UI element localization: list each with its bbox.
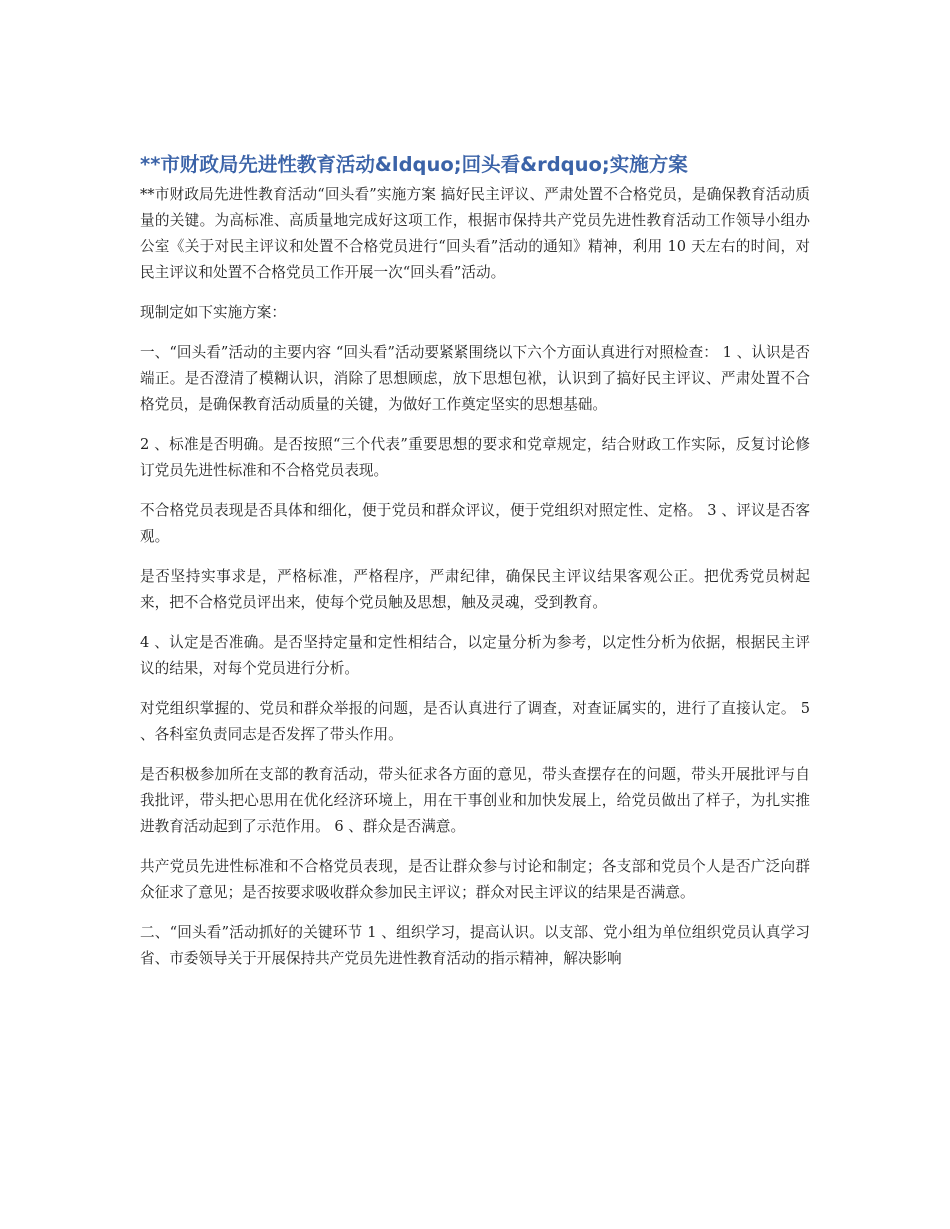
paragraph-item-6-detail: 共产党员先进性标准和不合格党员表现，是否让群众参与讨论和制定；各支部和党员个人是否广泛向群众征求了意见；是否按要求吸收群众参加民主评议；群众对民主评议的结果是否满意。 xyxy=(140,858,810,901)
paragraph-section-2: 二、“回头看”活动抓好的关键环节 1 、组织学习，提高认识。以支部、党小组为单位组织党员认真学习省、市委领导关于开展保持共产党员先进性教育活动的指示精神，解决影响 xyxy=(140,924,810,967)
paragraph-item-3-detail: 是否坚持实事求是，严格标准，严格程序，严肃纪律，确保民主评议结果客观公正。把优秀党员树起来，把不合格党员评出来，使每个党员触及思想，触及灵魂，受到教育。 xyxy=(140,568,810,611)
paragraph-item-5: 对党组织掌握的、党员和群众举报的问题，是否认真进行了调查，对查证属实的，进行了直接认定。 5 、各科室负责同志是否发挥了带头作用。 xyxy=(140,700,810,743)
document-title: **市财政局先进性教育活动&ldquo;回头看&rdquo;实施方案 xyxy=(140,153,688,176)
paragraph-plan-lead: 现制定如下实施方案： xyxy=(140,304,286,321)
paragraph-intro: **市财政局先进性教育活动“回头看”实施方案 搞好民主评议、严肃处置不合格党员，是确保教育活动质量的关键。为高标准、高质量地完成好这项工作，根据市保持共产党员先进性教育活动工作领导小组办公室《关于对民主评议和处置不合格党员进行“回头看”活动的通知》精神，利用 10 天左右的时间，对民主评议和处置不合格党员工作开展一次“回头看”活动。 xyxy=(140,186,810,281)
paragraph-section-1: 一、“回头看”活动的主要内容 “回头看”活动要紧紧围绕以下六个方面认真进行对照检查： 1 、认识是否端正。是否澄清了模糊认识，消除了思想顾虑，放下思想包袱，认识到了搞好民主评议、严肃处置不合格党员，是确保教育活动质量的关键，为做好工作奠定坚实的思想基础。 xyxy=(140,344,810,413)
document-page xyxy=(140,150,810,986)
paragraph-item-6: 是否积极参加所在支部的教育活动，带头征求各方面的意见，带头查摆存在的问题，带头开展批评与自我批评，带头把心思用在优化经济环境上，用在干事创业和加快发展上，给党员做出了样子，为扎实推进教育活动起到了示范作用。 6 、群众是否满意。 xyxy=(140,766,810,835)
paragraph-item-2: 2 、标准是否明确。是否按照“三个代表”重要思想的要求和党章规定，结合财政工作实际，反复讨论修订党员先进性标准和不合格党员表现。 xyxy=(140,436,810,479)
paragraph-item-4: 4 、认定是否准确。是否坚持定量和定性相结合，以定量分析为参考，以定性分析为依据，根据民主评议的结果，对每个党员进行分析。 xyxy=(140,634,810,677)
paragraph-item-3: 不合格党员表现是否具体和细化，便于党员和群众评议，便于党组织对照定性、定格。 3 、评议是否客观。 xyxy=(140,502,810,545)
